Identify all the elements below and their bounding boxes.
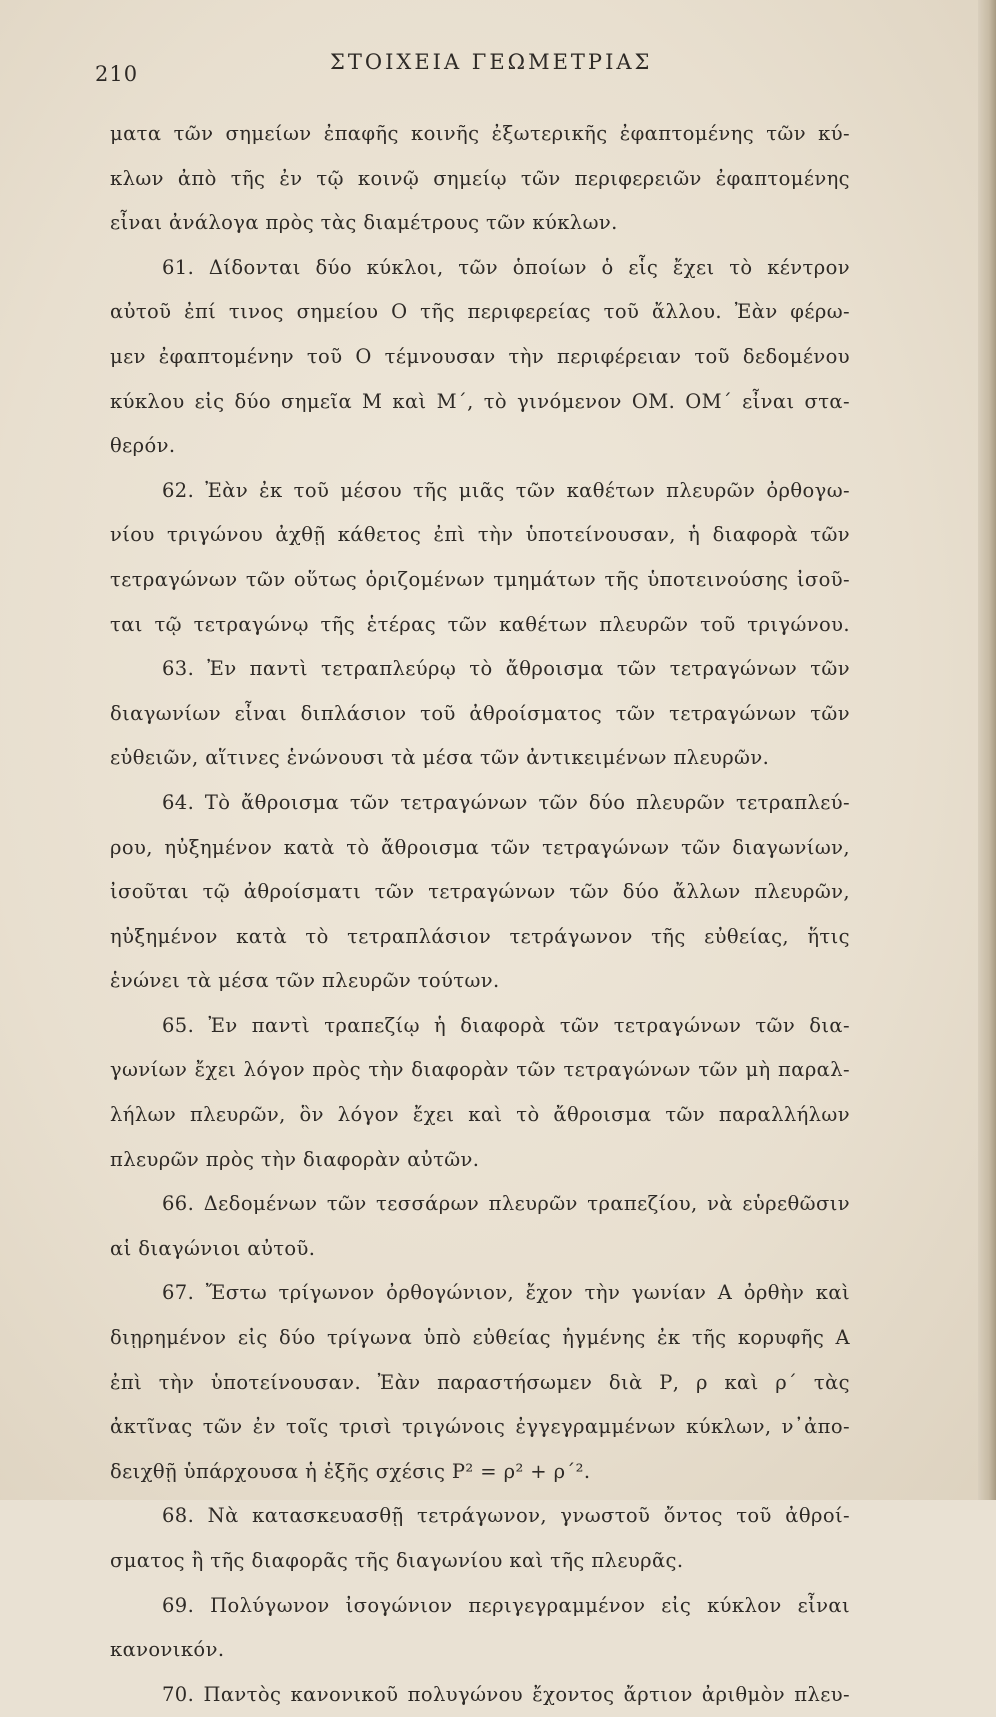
body-text [110, 112, 850, 1717]
text-line: 69. Πολύγωνον ἰσογώνιον περιγεγραμμένον εἰς κύκλον εἶναι [162, 1593, 850, 1617]
text-line: 65. Ἐν παντὶ τραπεζίῳ ἡ διαφορὰ τῶν τετραγώνων τῶν δια- [162, 1013, 850, 1037]
text-line: κύκλου εἰς δύο σημεῖα Μ καὶ Μ΄, τὸ γινόμενον ΟΜ. ΟΜ΄ εἶναι στα- [110, 389, 850, 413]
text-line: μεν ἐφαπτομένην τοῦ Ο τέμνουσαν τὴν περιφέρειαν τοῦ δεδομένου [110, 344, 850, 368]
page-header [95, 44, 875, 84]
running-title: ΣΤΟΙΧΕΙΑ ΓΕΩΜΕΤΡΙΑΣ [330, 50, 653, 74]
text-line: κανονικόν. [110, 1638, 225, 1662]
text-line: 64. Τὸ ἄθροισμα τῶν τετραγώνων τῶν δύο πλευρῶν τετραπλεύ- [162, 790, 850, 814]
text-line: εἶναι ἀνάλογα πρὸς τὰς διαμέτρους τῶν κύκλων. [110, 211, 618, 235]
text-line: λήλων πλευρῶν, ὃν λόγον ἔχει καὶ τὸ ἄθροισμα τῶν παραλλήλων [110, 1103, 850, 1127]
text-line: ἀκτῖνας τῶν ἐν τοῖς τρισὶ τριγώνοις ἐγγεγραμμένων κύκλων, ν᾽ἀπο- [110, 1415, 850, 1439]
text-line: 63. Ἐν παντὶ τετραπλεύρῳ τὸ ἄθροισμα τῶν τετραγώνων τῶν [162, 657, 850, 681]
text-line: νίου τριγώνου ἀχθῇ κάθετος ἐπὶ τὴν ὑποτείνουσαν, ἡ διαφορὰ τῶν [110, 523, 850, 547]
text-line: ἑνώνει τὰ μέσα τῶν πλευρῶν τούτων. [110, 969, 500, 993]
text-line: αἱ διαγώνιοι αὐτοῦ. [110, 1236, 316, 1260]
text-line: εὐθειῶν, αἵτινες ἑνώνουσι τὰ μέσα τῶν ἀντικειμένων πλευρῶν. [110, 746, 770, 770]
text-line: ται τῷ τετραγώνῳ τῆς ἑτέρας τῶν καθέτων πλευρῶν τοῦ τριγώνου. [110, 612, 850, 636]
text-line: 68. Νὰ κατασκευασθῇ τετράγωνον, γνωστοῦ ὄντος τοῦ ἀθροί- [162, 1504, 850, 1528]
text-line: ἰσοῦται τῷ ἀθροίσματι τῶν τετραγώνων τῶν δύο ἄλλων πλευρῶν, [110, 880, 850, 904]
text-line: τετραγώνων τῶν οὕτως ὁριζομένων τμημάτων τῆς ὑποτεινούσης ἰσοῦ- [110, 567, 850, 591]
text-line: ρου, ηὐξημένον κατὰ τὸ ἄθροισμα τῶν τετραγώνων τῶν διαγωνίων, [110, 835, 850, 859]
text-line: αὐτοῦ ἐπί τινος σημείου Ο τῆς περιφερείας τοῦ ἄλλου. Ἐὰν φέρω- [110, 300, 850, 324]
text-line: 70. Παντὸς κανονικοῦ πολυγώνου ἔχοντος ἄρτιον ἀριθμὸν πλευ- [162, 1682, 850, 1706]
page-edge [978, 0, 996, 1500]
text-line: ηὐξημένον κατὰ τὸ τετραπλάσιον τετράγωνον τῆς εὐθείας, ἥτις [110, 924, 850, 948]
text-line: γωνίων ἔχει λόγον πρὸς τὴν διαφορὰν τῶν τετραγώνων τῶν μὴ παραλ- [110, 1058, 850, 1082]
text-line: διαγωνίων εἶναι διπλάσιον τοῦ ἀθροίσματος τῶν τετραγώνων τῶν [110, 701, 850, 725]
text-line: διῃρημένον εἰς δύο τρίγωνα ὑπὸ εὐθείας ἠγμένης ἐκ τῆς κορυφῆς Α [110, 1326, 850, 1350]
text-line: 67. Ἔστω τρίγωνον ὀρθογώνιον, ἔχον τὴν γωνίαν Α ὀρθὴν καὶ [162, 1281, 850, 1305]
text-line: 62. Ἐὰν ἐκ τοῦ μέσου τῆς μιᾶς τῶν καθέτων πλευρῶν ὀρθογω- [162, 478, 850, 502]
text-line: ἐπὶ τὴν ὑποτείνουσαν. Ἐὰν παραστήσωμεν διὰ Ρ, ρ καὶ ρ΄ τὰς [110, 1370, 850, 1394]
text-line: 61. Δίδονται δύο κύκλοι, τῶν ὁποίων ὁ εἷς ἔχει τὸ κέντρον [162, 255, 850, 279]
text-line: ματα τῶν σημείων ἐπαφῆς κοινῆς ἐξωτερικῆς ἐφαπτομένης τῶν κύ- [110, 122, 850, 145]
text-line: δειχθῇ ὑπάρχουσα ἡ ἑξῆς σχέσις Ρ² = ρ² + ρ΄². [110, 1459, 591, 1483]
text-line: θερόν. [110, 434, 176, 458]
page-number: 210 [95, 62, 139, 86]
text-line: σματος ἢ τῆς διαφορᾶς τῆς διαγωνίου καὶ τῆς πλευρᾶς. [110, 1549, 684, 1572]
text-line: 66. Δεδομένων τῶν τεσσάρων πλευρῶν τραπεζίου, νὰ εὑρεθῶσιν [162, 1192, 850, 1216]
text-line: πλευρῶν πρὸς τὴν διαφορὰν αὐτῶν. [110, 1147, 480, 1171]
text-line: κλων ἀπὸ τῆς ἐν τῷ κοινῷ σημείῳ τῶν περιφερειῶν ἐφαπτομένης [110, 166, 850, 190]
